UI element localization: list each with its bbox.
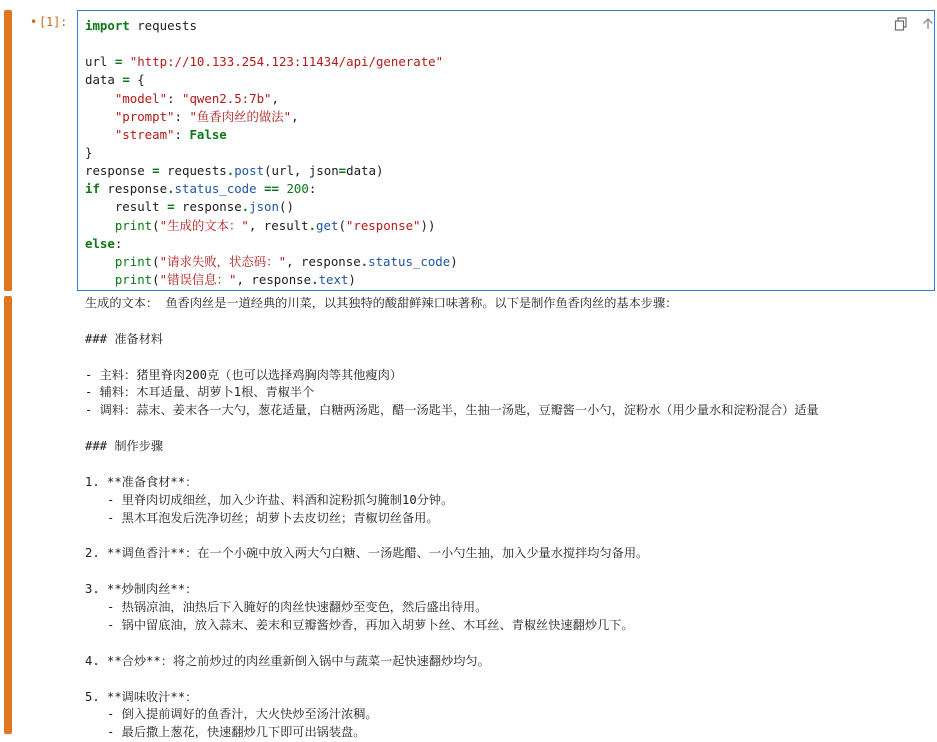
code-token: ( [338, 217, 346, 233]
code-token: "qwen2.5:7b" [181, 90, 272, 106]
output-line: 2. **调鱼香汁**：在一个小碗中放入两大勺白糖、一汤匙醋、一小勺生抽，加入少量水搅拌均匀备用。 [85, 546, 649, 561]
output-cell-collapser[interactable] [4, 296, 12, 734]
code-token: , response [286, 253, 361, 269]
code-token: print [114, 253, 153, 269]
code-token: data [85, 72, 123, 88]
code-cell-editor[interactable] [77, 10, 935, 291]
code-token: : [174, 126, 190, 142]
output-line: ### 制作步骤 [85, 439, 164, 454]
execution-count-prompt [30, 15, 74, 29]
code-token [122, 54, 129, 69]
code-token: : [174, 108, 190, 124]
code-line [85, 53, 458, 71]
code-token: )) [420, 217, 436, 233]
code-token: print [114, 271, 153, 287]
code-token: } [85, 144, 93, 160]
code-token: = [114, 54, 123, 70]
code-token: "生成的文本：" [159, 217, 249, 233]
output-line: ### 准备材料 [85, 331, 164, 346]
output-line: - 黑木耳泡发后洗净切丝；胡萝卜去皮切丝；青椒切丝备用。 [85, 510, 439, 525]
code-token: text [318, 271, 349, 287]
code-token: print [114, 217, 153, 233]
code-token [85, 109, 115, 124]
code-content[interactable] [85, 17, 458, 289]
code-token: get [316, 217, 339, 233]
code-token: data) [346, 163, 384, 179]
code-token [257, 181, 264, 196]
output-line [85, 563, 930, 581]
code-token: else [85, 235, 115, 251]
output-line: - 热锅凉油，油热后下入腌好的肉丝快速翻炒至变色，然后盛出待用。 [85, 600, 488, 615]
code-line [85, 35, 458, 53]
code-token [85, 254, 115, 269]
code-token: False [189, 126, 227, 142]
output-line [85, 349, 930, 367]
code-token: "model" [114, 90, 168, 106]
code-token: url [85, 54, 115, 70]
code-line [85, 144, 458, 162]
code-token: , [291, 108, 299, 124]
arrow-up-icon[interactable] [920, 17, 936, 33]
code-token: ) [348, 271, 356, 287]
code-token: , result [248, 217, 309, 233]
output-line [85, 420, 930, 438]
code-token: ) [450, 253, 458, 269]
code-line [85, 108, 458, 126]
code-token: requests [159, 163, 227, 179]
code-token: ( [152, 217, 160, 233]
code-token: post [234, 163, 265, 179]
code-token: { [129, 72, 145, 88]
code-line [85, 271, 458, 289]
code-token: (url, json [264, 163, 339, 179]
code-token: "prompt" [114, 108, 175, 124]
unsaved-dot: • [30, 15, 38, 29]
code-token: == [264, 181, 279, 197]
code-token: , response [236, 271, 312, 287]
code-token: : [114, 235, 123, 251]
output-line [85, 671, 930, 689]
code-token: . [241, 199, 250, 215]
code-line [85, 217, 458, 235]
code-token: , [271, 90, 279, 106]
output-line: - 主料：猪里脊肉200克（也可以选择鸡胸肉等其他瘦肉） [85, 367, 402, 382]
output-line: 4. **合炒**：将之前炒过的肉丝重新倒入锅中与蔬菜一起快速翻炒均匀。 [85, 653, 490, 668]
output-line: - 倒入提前调好的鱼香汁，大火快炒至汤汁浓稠。 [85, 707, 378, 722]
output-line [85, 456, 930, 474]
output-line: - 调料：蒜末、姜末各一大勺，葱花适量，白糖两汤匙，醋一汤匙半，生抽一汤匙，豆瓣酱一小勺，淀粉水（用少量水和淀粉混合）适量 [85, 403, 819, 418]
code-token: "鱼香肉丝的做法" [189, 108, 292, 124]
code-token: ( [152, 271, 160, 287]
code-token: : [308, 181, 317, 197]
output-line: 3. **炒制肉丝**： [85, 582, 198, 597]
code-token [85, 91, 115, 106]
code-line [85, 180, 458, 198]
code-token: status_code [174, 181, 257, 197]
code-token: = [152, 163, 160, 179]
code-line [85, 198, 458, 216]
code-token: . [308, 217, 317, 233]
output-line: 生成的文本： 鱼香肉丝是一道经典的川菜，以其独特的酸甜鲜辣口味著称。以下是制作鱼香肉丝的基本步骤： [85, 296, 678, 310]
output-line [85, 528, 930, 546]
code-token: "请求失败，状态码：" [159, 253, 287, 269]
code-token: "stream" [114, 126, 175, 142]
output-line: - 辅料：木耳适量、胡萝卜1根、青椒半个 [85, 385, 315, 400]
code-token: response [99, 181, 168, 197]
code-token: = [338, 163, 347, 179]
output-line: - 最后撒上葱花，快速翻炒几下即可出锅装盘。 [85, 725, 366, 740]
output-line [85, 635, 930, 653]
code-token: import [85, 18, 130, 33]
prompt-label: [1]: [39, 15, 68, 29]
code-line [85, 162, 458, 180]
code-token: . [226, 163, 235, 179]
code-line [85, 90, 458, 108]
code-token [85, 272, 115, 287]
code-token: "http://10.133.254.123:11434/api/generate" [129, 54, 444, 70]
copy-icon[interactable] [893, 17, 909, 33]
code-token: 200 [286, 181, 309, 197]
input-cell-collapser[interactable] [4, 10, 12, 291]
code-token: status_code [368, 253, 451, 269]
code-token [85, 127, 115, 142]
code-token: ( [152, 253, 160, 269]
code-token: response [174, 199, 242, 215]
cell-output-stream [85, 295, 930, 742]
code-token: requests [129, 18, 197, 33]
code-token: "response" [345, 217, 421, 233]
code-token: . [311, 271, 319, 287]
code-line [85, 126, 458, 144]
code-line [85, 253, 458, 271]
code-token: result [85, 199, 168, 215]
code-token: if [85, 181, 100, 197]
code-token: = [122, 72, 130, 88]
code-token: : [167, 90, 182, 106]
code-token: () [278, 199, 294, 215]
output-line: - 锅中留底油，放入蒜末、姜末和豆瓣酱炒香，再加入胡萝卜丝、木耳丝、青椒丝快速翻炒几下。 [85, 618, 634, 633]
code-line [85, 235, 458, 253]
code-token: json [249, 199, 279, 215]
output-line: 5. **调味收汁**： [85, 689, 198, 704]
code-line [85, 71, 458, 89]
code-token: "错误信息：" [159, 271, 237, 287]
code-token [85, 218, 115, 233]
code-token: . [360, 253, 369, 269]
code-token: = [167, 199, 175, 215]
output-line [85, 313, 930, 331]
code-token: . [167, 181, 175, 197]
code-line [85, 17, 458, 35]
output-line: - 里脊肉切成细丝，加入少许盐、料酒和淀粉抓匀腌制10分钟。 [85, 492, 454, 507]
output-line: 1. **准备食材**： [85, 474, 198, 489]
code-token: response [85, 163, 153, 179]
